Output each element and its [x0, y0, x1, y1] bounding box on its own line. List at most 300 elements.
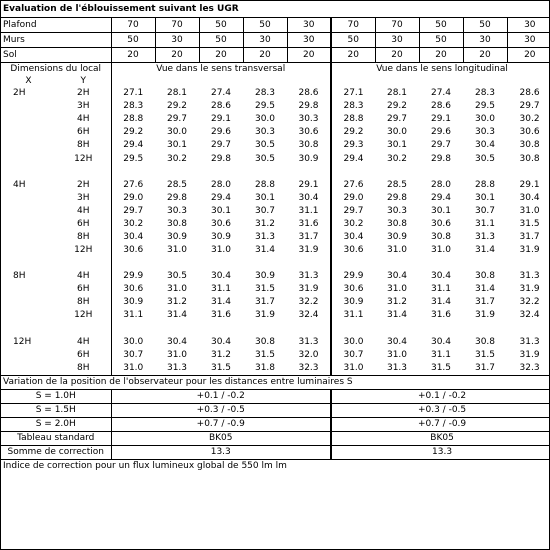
- ugr-transversal-value: 31.0: [111, 362, 155, 376]
- reflectance-row: [1, 18, 550, 33]
- y-dimension-cell: 6H: [77, 127, 90, 138]
- table-row: [1, 244, 550, 257]
- ugr-longitudinal-value: 31.0: [386, 284, 408, 295]
- ugr-longitudinal-value: 28.6: [519, 88, 540, 99]
- x-dimension-cell: [1, 244, 56, 257]
- ugr-transversal-value: 30.9: [166, 231, 188, 242]
- ugr-transversal-value: 30.3: [166, 205, 188, 216]
- y-dimension-cell: 2H: [77, 88, 90, 99]
- table-row: [1, 362, 550, 376]
- ugr-transversal-value: 31.3: [254, 231, 276, 242]
- ugr-longitudinal-value: 28.8: [331, 113, 375, 126]
- variation-header-row: [1, 375, 550, 389]
- ugr-transversal-value: 28.6: [298, 88, 319, 99]
- table-row: [1, 231, 550, 244]
- ugr-longitudinal-value: 31.9: [519, 284, 540, 295]
- ugr-longitudinal-value: 29.7: [519, 101, 540, 112]
- ugr-longitudinal-value: 31.1: [430, 284, 452, 295]
- ugr-longitudinal-value: 30.4: [430, 336, 452, 347]
- somme-transversal: 13.3: [111, 445, 331, 459]
- variation-longitudinal: +0.3 / -0.5: [331, 403, 550, 417]
- variation-transversal: +0.7 / -0.9: [111, 417, 331, 431]
- x-dimension-cell: [1, 152, 56, 165]
- ugr-longitudinal-value: 31.3: [519, 271, 540, 282]
- ugr-longitudinal-value: 30.9: [386, 231, 408, 242]
- ugr-transversal-value: 31.7: [254, 297, 276, 308]
- y-dimension-cell: 2H: [77, 179, 90, 190]
- ugr-transversal-value: 31.4: [210, 297, 232, 308]
- y-dimension-cell: 12H: [74, 245, 93, 256]
- y-dimension-cell: 12H: [74, 153, 93, 164]
- x-dimension-cell: [1, 218, 56, 231]
- x-dimension-cell: [1, 362, 56, 376]
- ugr-longitudinal-value: 28.0: [430, 179, 452, 190]
- ugr-longitudinal-value: 29.3: [331, 139, 375, 152]
- reflectance-value: 20: [331, 48, 375, 63]
- ugr-longitudinal-value: 29.6: [430, 127, 452, 138]
- ugr-transversal-value: 31.5: [254, 349, 276, 360]
- ugr-longitudinal-value: 30.8: [386, 218, 408, 229]
- ugr-longitudinal-value: 31.4: [430, 297, 452, 308]
- ugr-longitudinal-value: 27.4: [430, 88, 452, 99]
- ugr-longitudinal-value: 28.8: [474, 179, 496, 190]
- reflectance-value: 50: [111, 33, 155, 48]
- reflectance-value: 50: [199, 33, 243, 48]
- ugr-longitudinal-value: 30.8: [474, 336, 496, 347]
- ugr-transversal-value: 30.5: [254, 153, 276, 164]
- ugr-transversal-value: 30.4: [111, 231, 155, 244]
- table-row: [1, 139, 550, 152]
- somme-longitudinal: 13.3: [331, 445, 550, 459]
- ugr-longitudinal-value: 32.3: [519, 362, 540, 373]
- ugr-transversal-value: 30.5: [254, 140, 276, 151]
- reflectance-value: 50: [199, 18, 243, 33]
- x-dimension-cell: [1, 296, 56, 309]
- table-row: [1, 100, 550, 113]
- ugr-longitudinal-value: 31.4: [386, 310, 408, 321]
- ugr-longitudinal-value: 30.4: [331, 231, 375, 244]
- ugr-transversal-value: 30.9: [298, 153, 319, 164]
- y-dimension-cell: 12H: [74, 310, 93, 321]
- variation-transversal: +0.1 / -0.2: [111, 389, 331, 403]
- ugr-transversal-value: 28.0: [210, 179, 232, 190]
- ugr-table: [1, 1, 550, 474]
- somme-row: [1, 445, 550, 459]
- reflectance-value: 20: [375, 48, 419, 63]
- ugr-longitudinal-value: 31.0: [331, 362, 375, 376]
- ugr-table-body: [1, 1, 550, 474]
- ugr-longitudinal-value: 29.8: [430, 153, 452, 164]
- ugr-longitudinal-value: 30.2: [519, 114, 540, 125]
- ugr-longitudinal-value: 32.2: [519, 297, 540, 308]
- ugr-transversal-value: 31.0: [210, 245, 232, 256]
- ugr-longitudinal-value: 29.1: [430, 114, 452, 125]
- ugr-longitudinal-value: 29.7: [430, 140, 452, 151]
- table-row: [1, 283, 550, 296]
- ugr-longitudinal-value: 30.1: [430, 205, 452, 216]
- spacing-label: S = 1.0H: [1, 389, 111, 403]
- reflectance-value: 70: [331, 18, 375, 33]
- ugr-transversal-value: 28.1: [166, 88, 188, 99]
- ugr-longitudinal-value: 27.1: [331, 87, 375, 100]
- ugr-longitudinal-value: 30.4: [386, 271, 408, 282]
- ugr-longitudinal-value: 31.6: [430, 310, 452, 321]
- ugr-longitudinal-value: 30.8: [430, 231, 452, 242]
- ugr-transversal-value: 30.6: [111, 244, 155, 257]
- blank-cell: [111, 75, 331, 87]
- title-row: [1, 1, 550, 18]
- ugr-transversal-value: 31.6: [298, 218, 319, 229]
- variation-transversal: +0.3 / -0.5: [111, 403, 331, 417]
- ugr-longitudinal-value: 30.8: [519, 153, 540, 164]
- ugr-longitudinal-value: 28.6: [430, 101, 452, 112]
- ugr-longitudinal-value: 31.0: [519, 205, 540, 216]
- ugr-transversal-value: 31.9: [254, 310, 276, 321]
- tableau-label: Tableau standard: [1, 431, 111, 445]
- reflectance-value: 20: [507, 48, 550, 63]
- reflectance-value: 70: [375, 18, 419, 33]
- ugr-longitudinal-value: 31.1: [430, 349, 452, 360]
- ugr-transversal-value: 30.4: [210, 336, 232, 347]
- ugr-longitudinal-value: 28.1: [386, 88, 408, 99]
- ugr-transversal-value: 32.4: [298, 310, 319, 321]
- reflectance-value: 50: [463, 18, 507, 33]
- ugr-transversal-value: 30.0: [254, 114, 276, 125]
- ugr-transversal-value: 31.1: [111, 309, 155, 322]
- reflectance-value: 30: [155, 33, 199, 48]
- ugr-longitudinal-value: 30.0: [474, 114, 496, 125]
- ugr-longitudinal-value: 29.4: [331, 152, 375, 165]
- ugr-transversal-value: 31.8: [254, 362, 276, 373]
- ugr-transversal-value: 30.1: [166, 140, 188, 151]
- spacing-label: S = 1.5H: [1, 403, 111, 417]
- reflectance-label: Murs: [1, 33, 111, 48]
- ugr-transversal-value: 29.1: [298, 179, 319, 190]
- ugr-longitudinal-value: 31.5: [474, 349, 496, 360]
- ugr-transversal-value: 30.3: [298, 114, 319, 125]
- ugr-longitudinal-value: 29.7: [386, 114, 408, 125]
- ugr-transversal-value: 30.8: [254, 336, 276, 347]
- ugr-longitudinal-value: 30.3: [474, 127, 496, 138]
- x-dimension-cell: [1, 126, 56, 139]
- y-dimension-cell: 6H: [77, 349, 90, 360]
- ugr-longitudinal-value: 31.0: [386, 245, 408, 256]
- table-row: [1, 218, 550, 231]
- ugr-longitudinal-value: 30.4: [430, 271, 452, 282]
- y-dimension-cell: 4H: [77, 271, 90, 282]
- dimension-header-row: [1, 63, 550, 76]
- ugr-longitudinal-value: 31.9: [519, 245, 540, 256]
- ugr-longitudinal-value: 31.1: [474, 218, 496, 229]
- ugr-transversal-value: 30.6: [210, 218, 232, 229]
- ugr-transversal-value: 28.8: [111, 113, 155, 126]
- x-dimension-cell: [1, 283, 56, 296]
- transversal-label: Vue dans le sens transversal: [111, 63, 331, 76]
- ugr-longitudinal-value: 29.4: [430, 192, 452, 203]
- ugr-longitudinal-value: 30.2: [331, 218, 375, 231]
- y-dimension-cell: 8H: [77, 231, 90, 242]
- reflectance-row: [1, 33, 550, 48]
- ugr-longitudinal-value: 30.2: [386, 153, 408, 164]
- table-row: [1, 349, 550, 362]
- ugr-longitudinal-value: 27.6: [331, 179, 375, 192]
- ugr-transversal-value: 31.2: [254, 218, 276, 229]
- x-dimension-cell: 4H: [13, 179, 26, 190]
- ugr-longitudinal-value: 31.5: [430, 362, 452, 373]
- ugr-transversal-value: 30.0: [166, 127, 188, 138]
- x-dimension-cell: [1, 231, 56, 244]
- ugr-longitudinal-value: 28.3: [474, 88, 496, 99]
- y-dimension-cell: 6H: [77, 218, 90, 229]
- ugr-longitudinal-value: 31.1: [331, 309, 375, 322]
- ugr-transversal-value: 31.3: [298, 271, 319, 282]
- ugr-transversal-value: 31.5: [210, 362, 232, 373]
- ugr-longitudinal-value: 31.7: [474, 362, 496, 373]
- reflectance-value: 20: [111, 48, 155, 63]
- ugr-transversal-value: 27.4: [210, 88, 232, 99]
- table-row: [1, 336, 550, 349]
- reflectance-label: Sol: [1, 48, 111, 63]
- ugr-longitudinal-value: 31.9: [519, 349, 540, 360]
- ugr-transversal-value: 32.2: [298, 297, 319, 308]
- spacing-label: S = 2.0H: [1, 417, 111, 431]
- ugr-transversal-value: 29.8: [210, 153, 232, 164]
- ugr-transversal-value: 27.6: [111, 179, 155, 192]
- blank-cell: [1, 257, 111, 270]
- variation-row: [1, 403, 550, 417]
- ugr-transversal-value: 30.1: [254, 192, 276, 203]
- x-label: X: [25, 76, 32, 86]
- x-dimension-cell: [1, 139, 56, 152]
- x-dimension-cell: [1, 192, 56, 205]
- ugr-transversal-value: 30.4: [166, 336, 188, 347]
- variation-row: [1, 389, 550, 403]
- ugr-transversal-value: 29.6: [210, 127, 232, 138]
- ugr-longitudinal-value: 30.3: [386, 205, 408, 216]
- table-row: [1, 205, 550, 218]
- ugr-transversal-value: 29.5: [111, 152, 155, 165]
- ugr-longitudinal-value: 29.0: [331, 192, 375, 205]
- y-dimension-cell: 3H: [77, 192, 90, 203]
- ugr-transversal-value: 30.4: [210, 271, 232, 282]
- ugr-transversal-value: 30.4: [298, 192, 319, 203]
- ugr-longitudinal-value: 31.7: [474, 297, 496, 308]
- ugr-transversal-value: 31.1: [210, 284, 232, 295]
- ugr-transversal-value: 30.5: [166, 271, 188, 282]
- ugr-transversal-value: 32.0: [298, 349, 319, 360]
- blank-cell: [111, 257, 331, 270]
- ugr-transversal-value: 29.7: [166, 114, 188, 125]
- reflectance-value: 20: [463, 48, 507, 63]
- table-row: [1, 179, 550, 192]
- ugr-longitudinal-value: 30.7: [331, 349, 375, 362]
- ugr-longitudinal-value: 29.1: [519, 179, 540, 190]
- footer-row: [1, 459, 550, 474]
- ugr-longitudinal-value: 30.9: [331, 296, 375, 309]
- ugr-longitudinal-value: 31.5: [519, 218, 540, 229]
- reflectance-label: Plafond: [1, 18, 111, 33]
- tableau-longitudinal: BK05: [331, 431, 550, 445]
- reflectance-row: [1, 48, 550, 63]
- ugr-transversal-value: 30.3: [254, 127, 276, 138]
- ugr-transversal-value: 31.4: [166, 310, 188, 321]
- ugr-longitudinal-value: 30.0: [386, 127, 408, 138]
- ugr-transversal-value: 31.2: [210, 349, 232, 360]
- xy-header-row: [1, 75, 550, 87]
- table-row: [1, 270, 550, 283]
- spacer-row: [1, 323, 550, 336]
- ugr-longitudinal-value: 29.9: [331, 270, 375, 283]
- ugr-transversal-value: 31.5: [254, 284, 276, 295]
- ugr-transversal-value: 31.3: [298, 336, 319, 347]
- ugr-transversal-value: 29.0: [111, 192, 155, 205]
- ugr-transversal-value: 31.2: [166, 297, 188, 308]
- ugr-longitudinal-value: 29.2: [331, 126, 375, 139]
- blank-cell: [111, 166, 331, 179]
- x-dimension-cell: [1, 205, 56, 218]
- y-dimension-cell: 8H: [77, 362, 90, 373]
- table-row: [1, 126, 550, 139]
- ugr-longitudinal-value: 31.3: [519, 336, 540, 347]
- ugr-transversal-value: 29.4: [111, 139, 155, 152]
- ugr-longitudinal-value: 31.0: [430, 245, 452, 256]
- ugr-longitudinal-value: 28.3: [331, 100, 375, 113]
- ugr-longitudinal-value: 31.9: [474, 310, 496, 321]
- blank-cell: [331, 75, 550, 87]
- ugr-transversal-value: 30.8: [166, 218, 188, 229]
- ugr-longitudinal-value: 30.6: [519, 127, 540, 138]
- blank-cell: [1, 323, 111, 336]
- ugr-transversal-value: 31.0: [166, 349, 188, 360]
- reflectance-value: 30: [507, 18, 550, 33]
- ugr-transversal-value: 30.9: [210, 231, 232, 242]
- reflectance-value: 30: [243, 33, 287, 48]
- blank-cell: [111, 323, 331, 336]
- ugr-transversal-value: 29.1: [210, 114, 232, 125]
- ugr-transversal-value: 31.3: [166, 362, 188, 373]
- ugr-transversal-value: 30.6: [111, 283, 155, 296]
- ugr-longitudinal-value: 30.1: [386, 140, 408, 151]
- reflectance-value: 30: [375, 33, 419, 48]
- y-dimension-cell: 3H: [77, 101, 90, 112]
- reflectance-value: 20: [199, 48, 243, 63]
- reflectance-value: 50: [331, 33, 375, 48]
- ugr-transversal-value: 31.6: [210, 310, 232, 321]
- reflectance-value: 70: [155, 18, 199, 33]
- reflectance-value: 50: [419, 18, 463, 33]
- ugr-longitudinal-value: 30.6: [331, 283, 375, 296]
- ugr-transversal-value: 28.3: [254, 88, 276, 99]
- somme-label: Somme de correction: [1, 445, 111, 459]
- ugr-longitudinal-value: 32.4: [519, 310, 540, 321]
- longitudinal-label: Vue dans le sens longitudinal: [331, 63, 550, 76]
- spacer-row: [1, 166, 550, 179]
- ugr-transversal-value: 31.4: [254, 245, 276, 256]
- ugr-longitudinal-value: 30.1: [474, 192, 496, 203]
- ugr-transversal-value: 29.2: [166, 101, 188, 112]
- table-row: [1, 192, 550, 205]
- ugr-longitudinal-value: 31.3: [386, 362, 408, 373]
- ugr-longitudinal-value: 30.7: [474, 205, 496, 216]
- ugr-transversal-value: 30.8: [298, 140, 319, 151]
- ugr-transversal-value: 29.2: [111, 126, 155, 139]
- ugr-longitudinal-value: 30.0: [331, 336, 375, 349]
- table-row: [1, 152, 550, 165]
- ugr-longitudinal-value: 31.0: [386, 349, 408, 360]
- ugr-longitudinal-value: 30.6: [430, 218, 452, 229]
- ugr-transversal-value: 29.7: [111, 205, 155, 218]
- ugr-transversal-value: 30.1: [210, 205, 232, 216]
- y-dimension-cell: 4H: [77, 336, 90, 347]
- ugr-transversal-value: 30.2: [166, 153, 188, 164]
- x-dimension-cell: [1, 113, 56, 126]
- ugr-longitudinal-value: 31.3: [474, 231, 496, 242]
- ugr-transversal-value: 28.5: [166, 179, 188, 190]
- ugr-longitudinal-value: 29.2: [386, 101, 408, 112]
- x-dimension-cell: [1, 349, 56, 362]
- table-row: [1, 309, 550, 322]
- blank-cell: [331, 257, 550, 270]
- ugr-transversal-value: 29.7: [210, 140, 232, 151]
- tableau-row: [1, 431, 550, 445]
- reflectance-value: 30: [287, 18, 331, 33]
- reflectance-value: 20: [243, 48, 287, 63]
- y-dimension-cell: 6H: [77, 284, 90, 295]
- reflectance-value: 20: [419, 48, 463, 63]
- ugr-transversal-value: 31.0: [166, 245, 188, 256]
- ugr-longitudinal-value: 31.4: [474, 245, 496, 256]
- ugr-longitudinal-value: 30.4: [386, 336, 408, 347]
- spacer-row: [1, 257, 550, 270]
- ugr-transversal-value: 31.9: [298, 284, 319, 295]
- ugr-transversal-value: 29.9: [111, 270, 155, 283]
- blank-cell: [1, 166, 111, 179]
- reflectance-value: 50: [243, 18, 287, 33]
- table-row: [1, 296, 550, 309]
- reflectance-value: 30: [287, 33, 331, 48]
- x-dimension-cell: 8H: [13, 271, 26, 282]
- ugr-longitudinal-value: 30.4: [519, 192, 540, 203]
- ugr-transversal-value: 30.9: [254, 271, 276, 282]
- ugr-longitudinal-value: 29.7: [331, 205, 375, 218]
- ugr-longitudinal-value: 31.4: [474, 284, 496, 295]
- reflectance-value: 30: [507, 33, 550, 48]
- x-dimension-cell: [1, 100, 56, 113]
- ugr-transversal-value: 31.7: [298, 231, 319, 242]
- y-label: Y: [80, 76, 86, 86]
- ugr-longitudinal-value: 30.5: [474, 153, 496, 164]
- footer-note: Indice de correction pour un flux lumineux global de 550 lm lm: [1, 459, 550, 474]
- page-title: Evaluation de l'éblouissement suivant les UGR: [3, 3, 239, 14]
- ugr-transversal-value: 30.9: [111, 296, 155, 309]
- y-dimension-cell: 4H: [77, 205, 90, 216]
- ugr-transversal-value: 30.6: [298, 127, 319, 138]
- variation-row: [1, 417, 550, 431]
- ugr-transversal-value: 31.1: [298, 205, 319, 216]
- ugr-transversal-value: 27.1: [111, 87, 155, 100]
- ugr-transversal-value: 28.8: [254, 179, 276, 190]
- ugr-longitudinal-value: 31.2: [386, 297, 408, 308]
- x-dimension-cell: 2H: [13, 88, 26, 99]
- dimensions-label: Dimensions du local: [1, 63, 111, 76]
- ugr-longitudinal-value: 31.7: [519, 231, 540, 242]
- reflectance-value: 70: [111, 18, 155, 33]
- ugr-longitudinal-value: 30.8: [519, 140, 540, 151]
- reflectance-value: 20: [155, 48, 199, 63]
- y-dimension-cell: 4H: [77, 114, 90, 125]
- reflectance-value: 20: [287, 48, 331, 63]
- ugr-transversal-value: 30.7: [254, 205, 276, 216]
